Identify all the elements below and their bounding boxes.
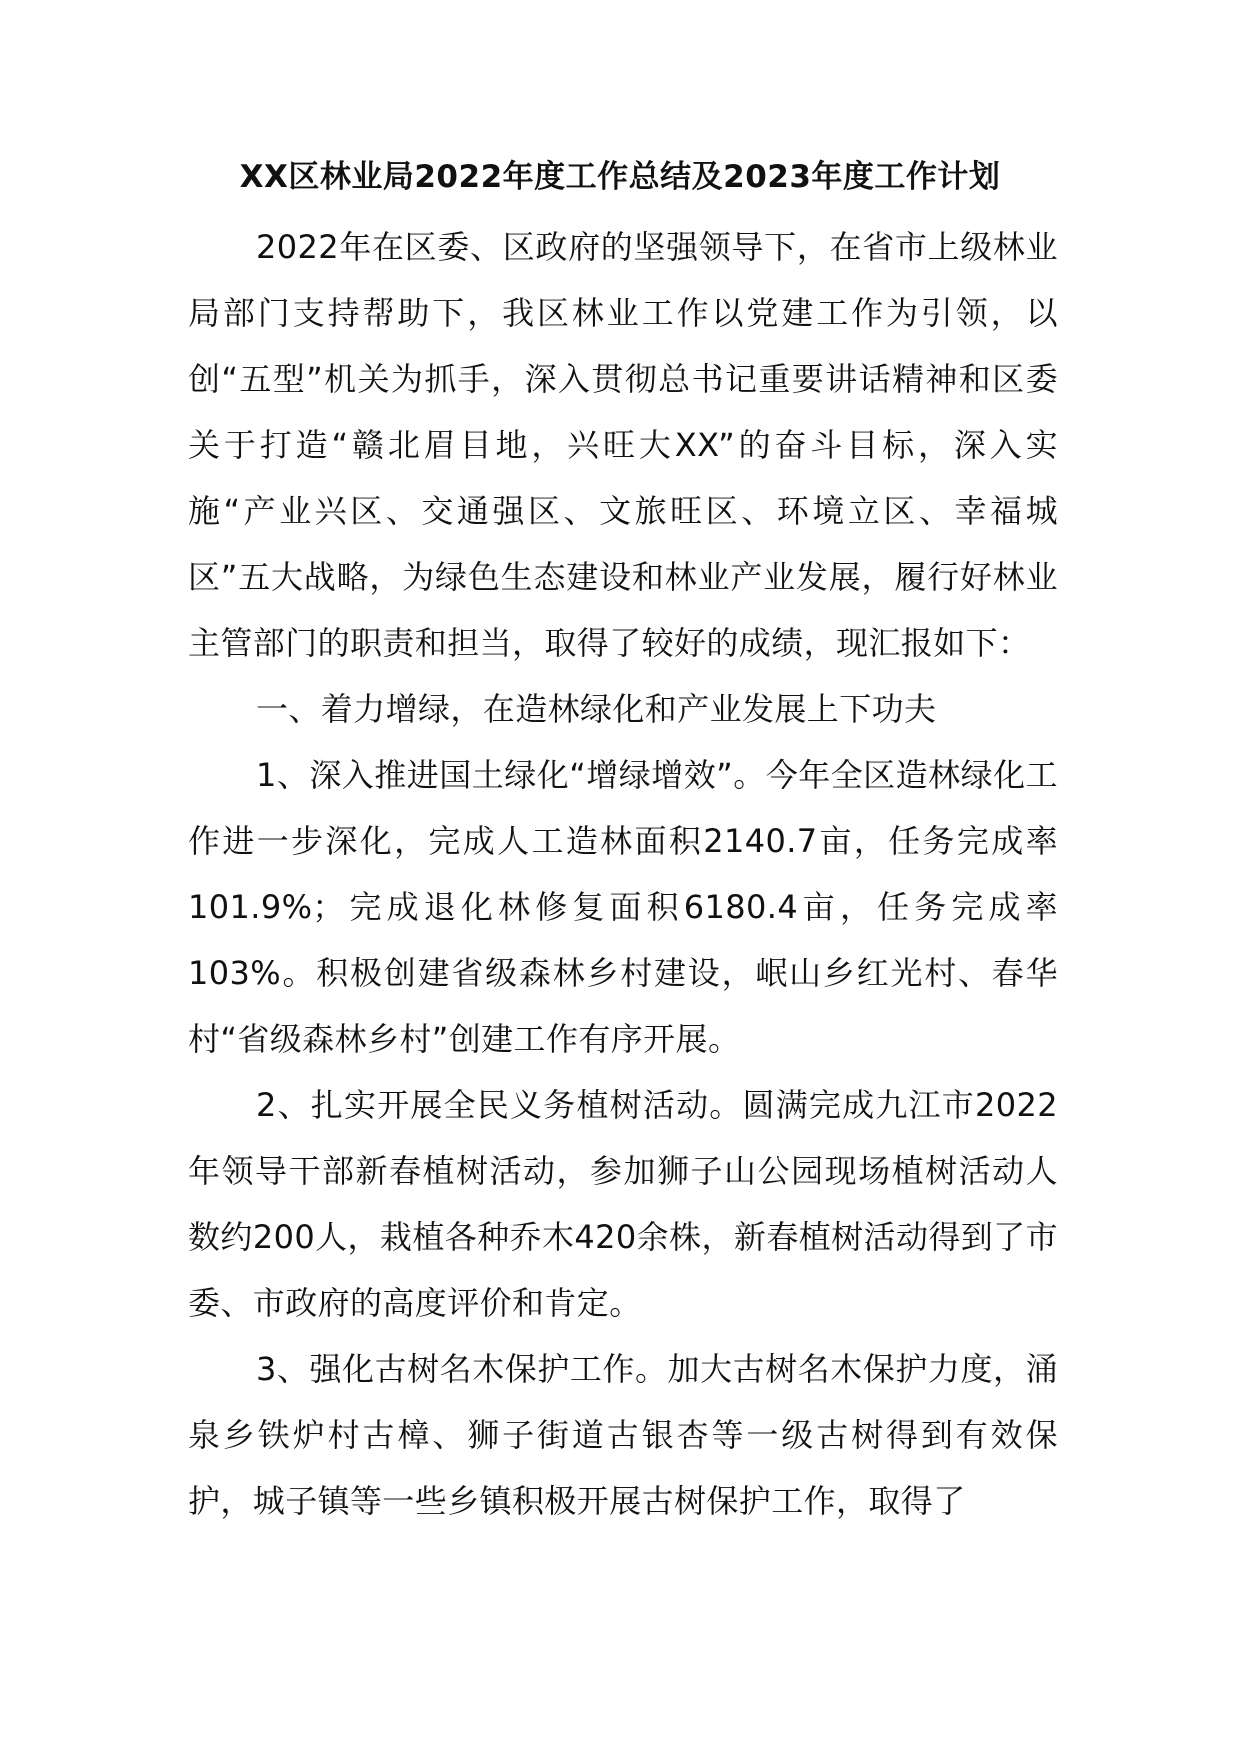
item-paragraph-3: 3、强化古树名木保护工作。加大古树名木保护力度，涌泉乡铁炉村古樟、狮子街道古银杏等一级古树得到有效保护，城子镇等一些乡镇积极开展古树保护工作，取得了 bbox=[188, 1350, 1058, 1520]
document-title: XX区林业局2022年度工作总结及2023年度工作计划 bbox=[239, 159, 1001, 195]
document-body bbox=[188, 214, 1058, 1534]
item-paragraph-1: 1、深入推进国土绿化“增绿增效”。今年全区造林绿化工作进一步深化，完成人工造林面积2140.7亩，任务完成率101.9%；完成退化林修复面积6180.4亩，任务完成率103%。积极创建省级森林乡村建设，岷山乡红光村、春华村“省级森林乡村”创建工作有序开展。 bbox=[188, 756, 1058, 1058]
intro-paragraph: 2022年在区委、区政府的坚强领导下，在省市上级林业局部门支持帮助下，我区林业工作以党建工作为引领，以创“五型”机关为抓手，深入贯彻总书记重要讲话精神和区委关于打造“赣北眉目地，兴旺大XX”的奋斗目标，深入实施“产业兴区、交通强区、文旅旺区、环境立区、幸福城区”五大战略，为绿色生态建设和林业产业发展，履行好林业主管部门的职责和担当，取得了较好的成绩，现汇报如下： bbox=[188, 228, 1058, 662]
item-paragraph-2: 2、扎实开展全民义务植树活动。圆满完成九江市2022年领导干部新春植树活动，参加狮子山公园现场植树活动人数约200人，栽植各种乔木420余株，新春植树活动得到了市委、市政府的高度评价和肯定。 bbox=[188, 1086, 1058, 1322]
section-heading-1: 一、着力增绿，在造林绿化和产业发展上下功夫 bbox=[256, 690, 937, 728]
